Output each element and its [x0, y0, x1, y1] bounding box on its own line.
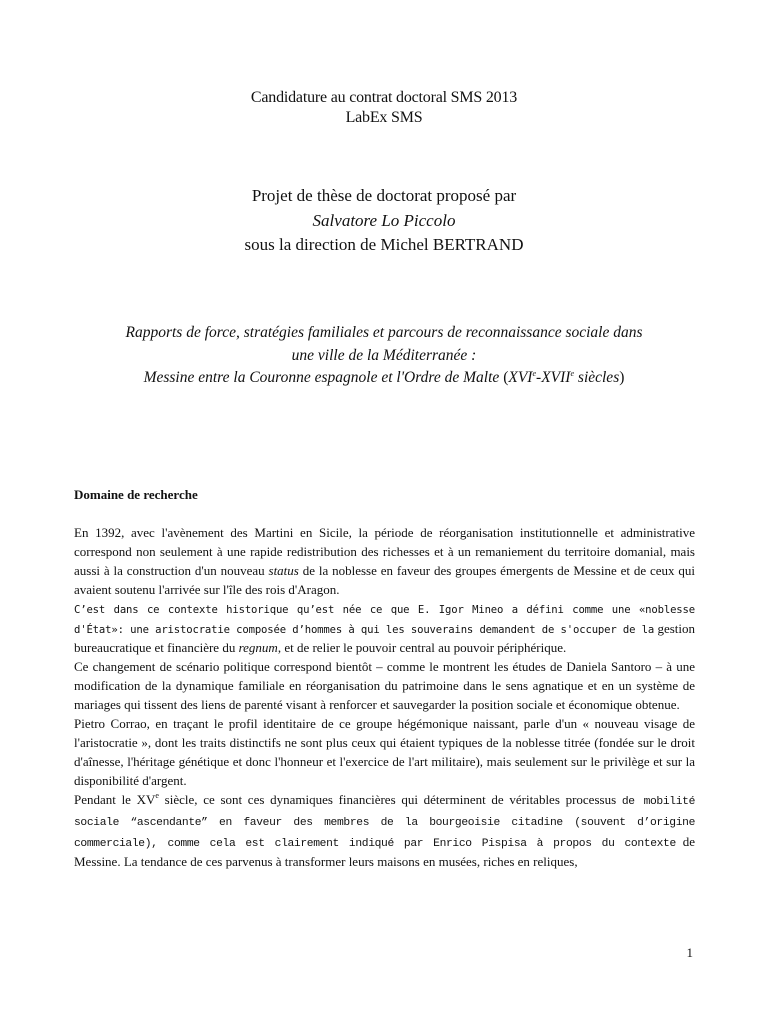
body-text [74, 524, 695, 872]
header-line-2: LabEx SMS [345, 109, 423, 126]
paragraph-2 [74, 600, 695, 659]
paragraph-3: Ce changement de scénario politique correspond bientôt – comme le montrent les études de Daniela Santoro – à une modification de la dynamique familiale en réorganisation du patrimoine dans le sens agnatique et en un système de mariages qui tissent des liens de parenté visant à renforcer et sauvegarder la position sociale et économique obtenue. [74, 659, 695, 713]
thesis-title-line-3-text: Messine entre la Couronne espagnole et l'Ordre de Malte [143, 369, 500, 386]
century-1-sup: e [532, 369, 537, 378]
thesis-title [70, 322, 698, 390]
italic-status: status [268, 562, 299, 578]
paragraph-1-text-a: En 1392, avec l'avènement des Martini en Sicile, la période de réorganisation institutionnelle et administrative correspond non seulement à une rapide redistribution des richesses et à un remaniement du territoire domanial, mais aussi à la construction d'un nouveau [74, 525, 695, 578]
italic-regnum: regnum [238, 640, 278, 656]
proposal-line-1: Projet de thèse de doctorat proposé par [251, 186, 517, 205]
proposal-supervisor: sous la direction de Michel BERTRAND [244, 235, 524, 254]
paragraph-2-text-c: , et de relier le pouvoir central au pouvoir périphérique. [277, 640, 567, 656]
paren-open: ( [503, 369, 509, 386]
header-line-1: Candidature au contrat doctoral SMS 2013 [250, 89, 518, 106]
paragraph-4: Pietro Corrao, en traçant le profil identitaire de ce groupe hégémonique naissant, parle d'un « nouveau visage de l'aristocratie », dont les traits distinctifs ne sont plus ceux qui étaient typiques de la noblesse titrée (fondée sur le droit d'aînesse, l'héritage génétique et donc l'honneur et l'exercice de l'art militaire), mais seulement sur le privilège et sur la disponibilité d'argent. [74, 716, 695, 788]
document-header [0, 88, 768, 128]
paragraph-5-sup: e [155, 790, 159, 800]
paragraph-2-text-b: gestion bureaucratique et financière du [74, 620, 696, 656]
paragraph-5 [74, 791, 695, 873]
paragraph-5-mono-text: de mobilité sociale “ascendante” en faveur des membres de la bourgeoisie citadine (souvent d’origine commerciale), comme cela est clairement indiqué par Enrico Pispisa à propos du contexte [74, 795, 696, 850]
proposal-block [0, 184, 768, 258]
paragraph-1 [74, 524, 695, 600]
century-2: XVII [541, 369, 571, 386]
paragraph-5-text-a: Pendant le XV [74, 791, 156, 807]
section-heading: Domaine de recherche [74, 487, 198, 502]
century-1: XVI [508, 369, 533, 386]
thesis-title-line-2: une ville de la Méditerranée : [291, 346, 477, 364]
century-dash: - [536, 369, 542, 386]
thesis-title-line-1: Rapports de force, stratégies familiales et parcours de reconnaissance sociale dans [125, 324, 643, 341]
paragraph-5-text-b: siècle, ce sont ces dynamiques financières qui déterminent de véritables processus [158, 791, 617, 807]
paragraph-5-text-d: de Messine. La tendance de ces parvenus à transformer leurs maisons en musées, riches en reliques, [74, 833, 695, 870]
author-name: Salvatore Lo Piccolo [312, 210, 456, 230]
century-2-sup: e [570, 369, 575, 378]
page-number: 1 [686, 945, 693, 960]
centuries-word: siècles [574, 369, 620, 386]
thesis-title-line-3 [70, 367, 698, 390]
paren-close: ) [619, 369, 625, 386]
paragraph-1-text-b: de la noblesse en faveur des groupes émergents de Messine et de ceux qui avaient soutenu l'arrivée sur l'île des rois d'Aragon. [74, 562, 695, 597]
paragraph-2-mono-text: C’est dans ce contexte historique qu’est née ce que E. Igor Mineo a défini comme une «noblesse d'État»: une aristocratie composée d’hommes à qui les souverains demandent de s'occuper de la [74, 603, 695, 636]
